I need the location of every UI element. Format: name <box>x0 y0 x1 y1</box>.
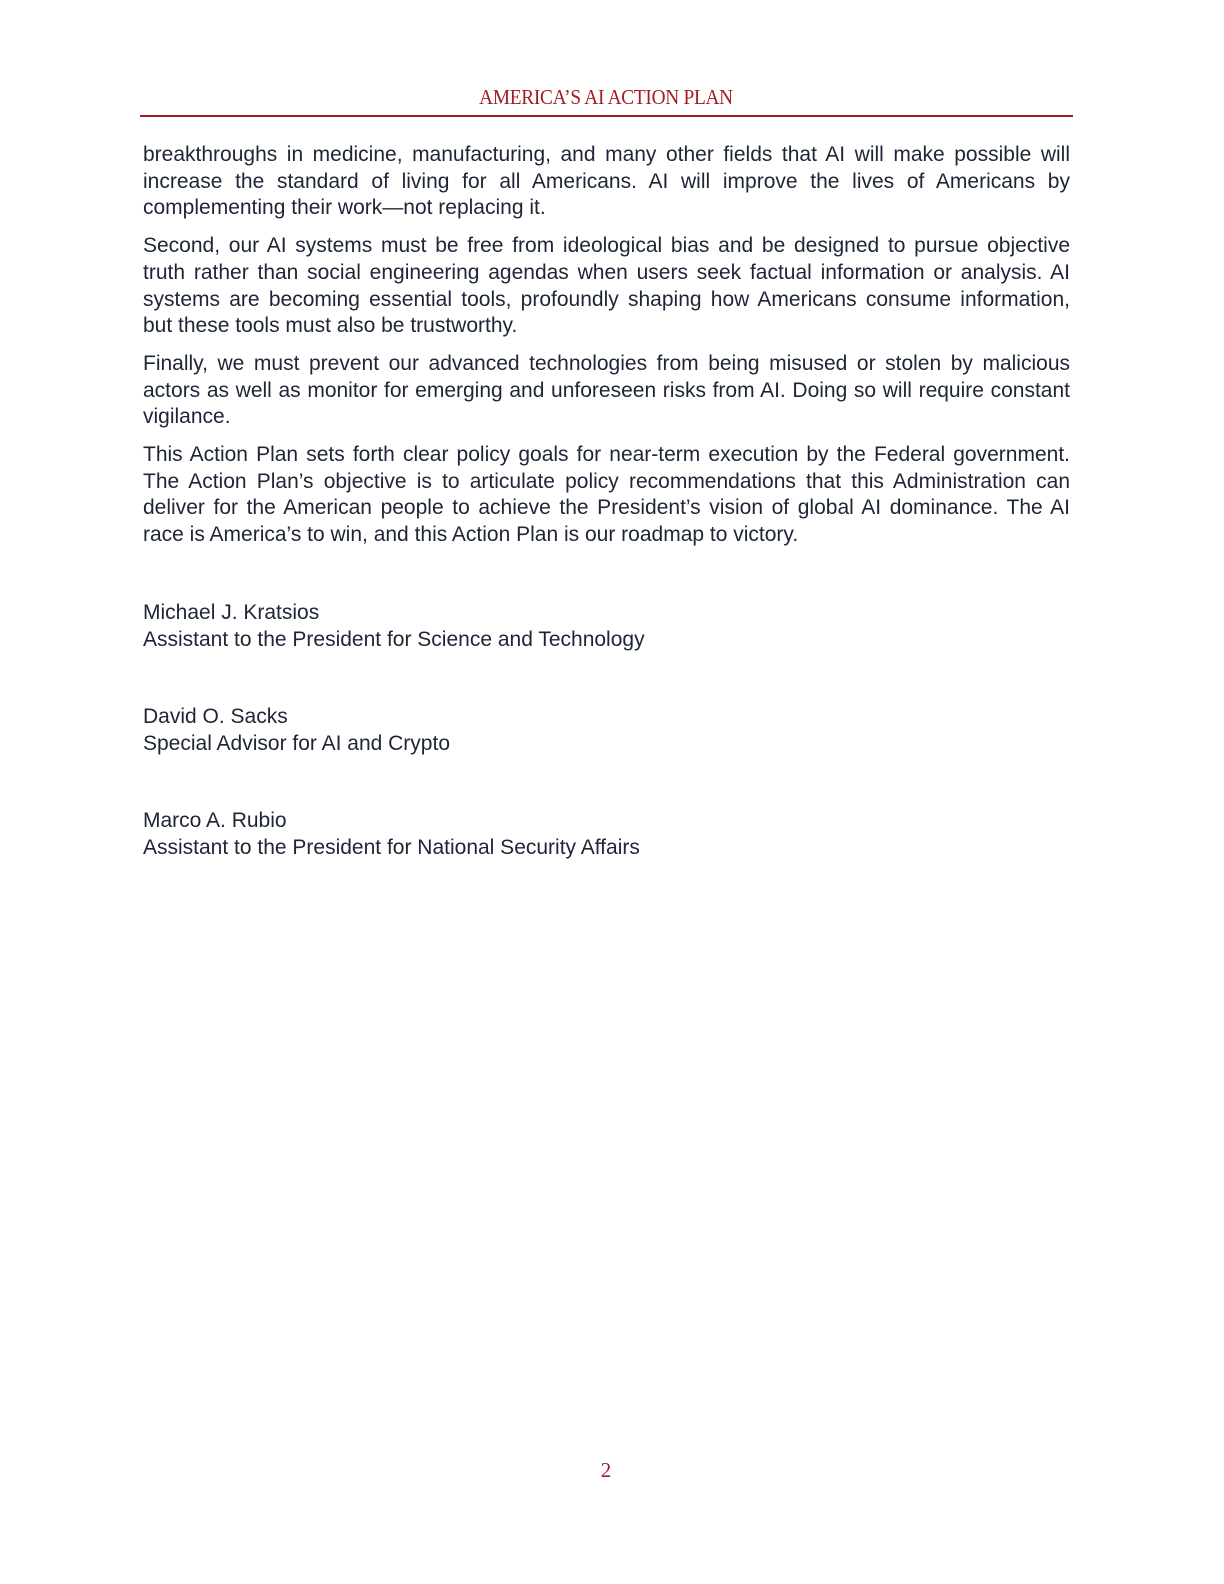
signatory-title: Assistant to the President for National Security Affairs <box>143 836 640 859</box>
signature-block <box>143 807 1043 861</box>
signatory-title: Special Advisor for AI and Crypto <box>143 732 450 755</box>
signature-block <box>143 599 1043 653</box>
paragraph: This Action Plan sets forth clear policy goals for near-term execution by the Federal government. The Action Plan’s objective is to articulate policy recommendations that this Administration can deliver for the American people to achieve the President’s vision of global AI dominance. The AI race is America’s to win, and this Action Plan is our roadmap to victory. <box>143 443 1070 547</box>
signatory-title: Assistant to the President for Science and Technology <box>143 628 645 651</box>
paragraph: breakthroughs in medicine, manufacturing, and many other fields that AI will make possible will increase the standard of living for all Americans. AI will improve the lives of Americans by complementing their work—not replacing it. <box>143 143 1070 220</box>
paragraph: Finally, we must prevent our advanced technologies from being misused or stolen by malicious actors as well as monitor for emerging and unforeseen risks from AI. Doing so will require constant vigilance. <box>143 351 1070 429</box>
signature-section <box>143 599 1043 911</box>
signatory-name: Marco A. Rubio <box>143 809 287 832</box>
paragraph: Second, our AI systems must be free from ideological bias and be designed to pursue objective truth rather than social engineering agendas when users seek factual information or analysis. AI systems are becoming essential tools, profoundly shaping how Americans consume information, but these tools must also be trustworthy. <box>143 234 1070 338</box>
running-header-title: AMERICA’S AI ACTION PLAN <box>479 85 733 109</box>
header-divider <box>140 115 1073 117</box>
body-text <box>143 142 1070 560</box>
signatory-name: Michael J. Kratsios <box>143 601 320 624</box>
page-number: 2 <box>600 1458 612 1482</box>
signatory-name: David O. Sacks <box>143 705 288 728</box>
signature-block <box>143 703 1043 757</box>
